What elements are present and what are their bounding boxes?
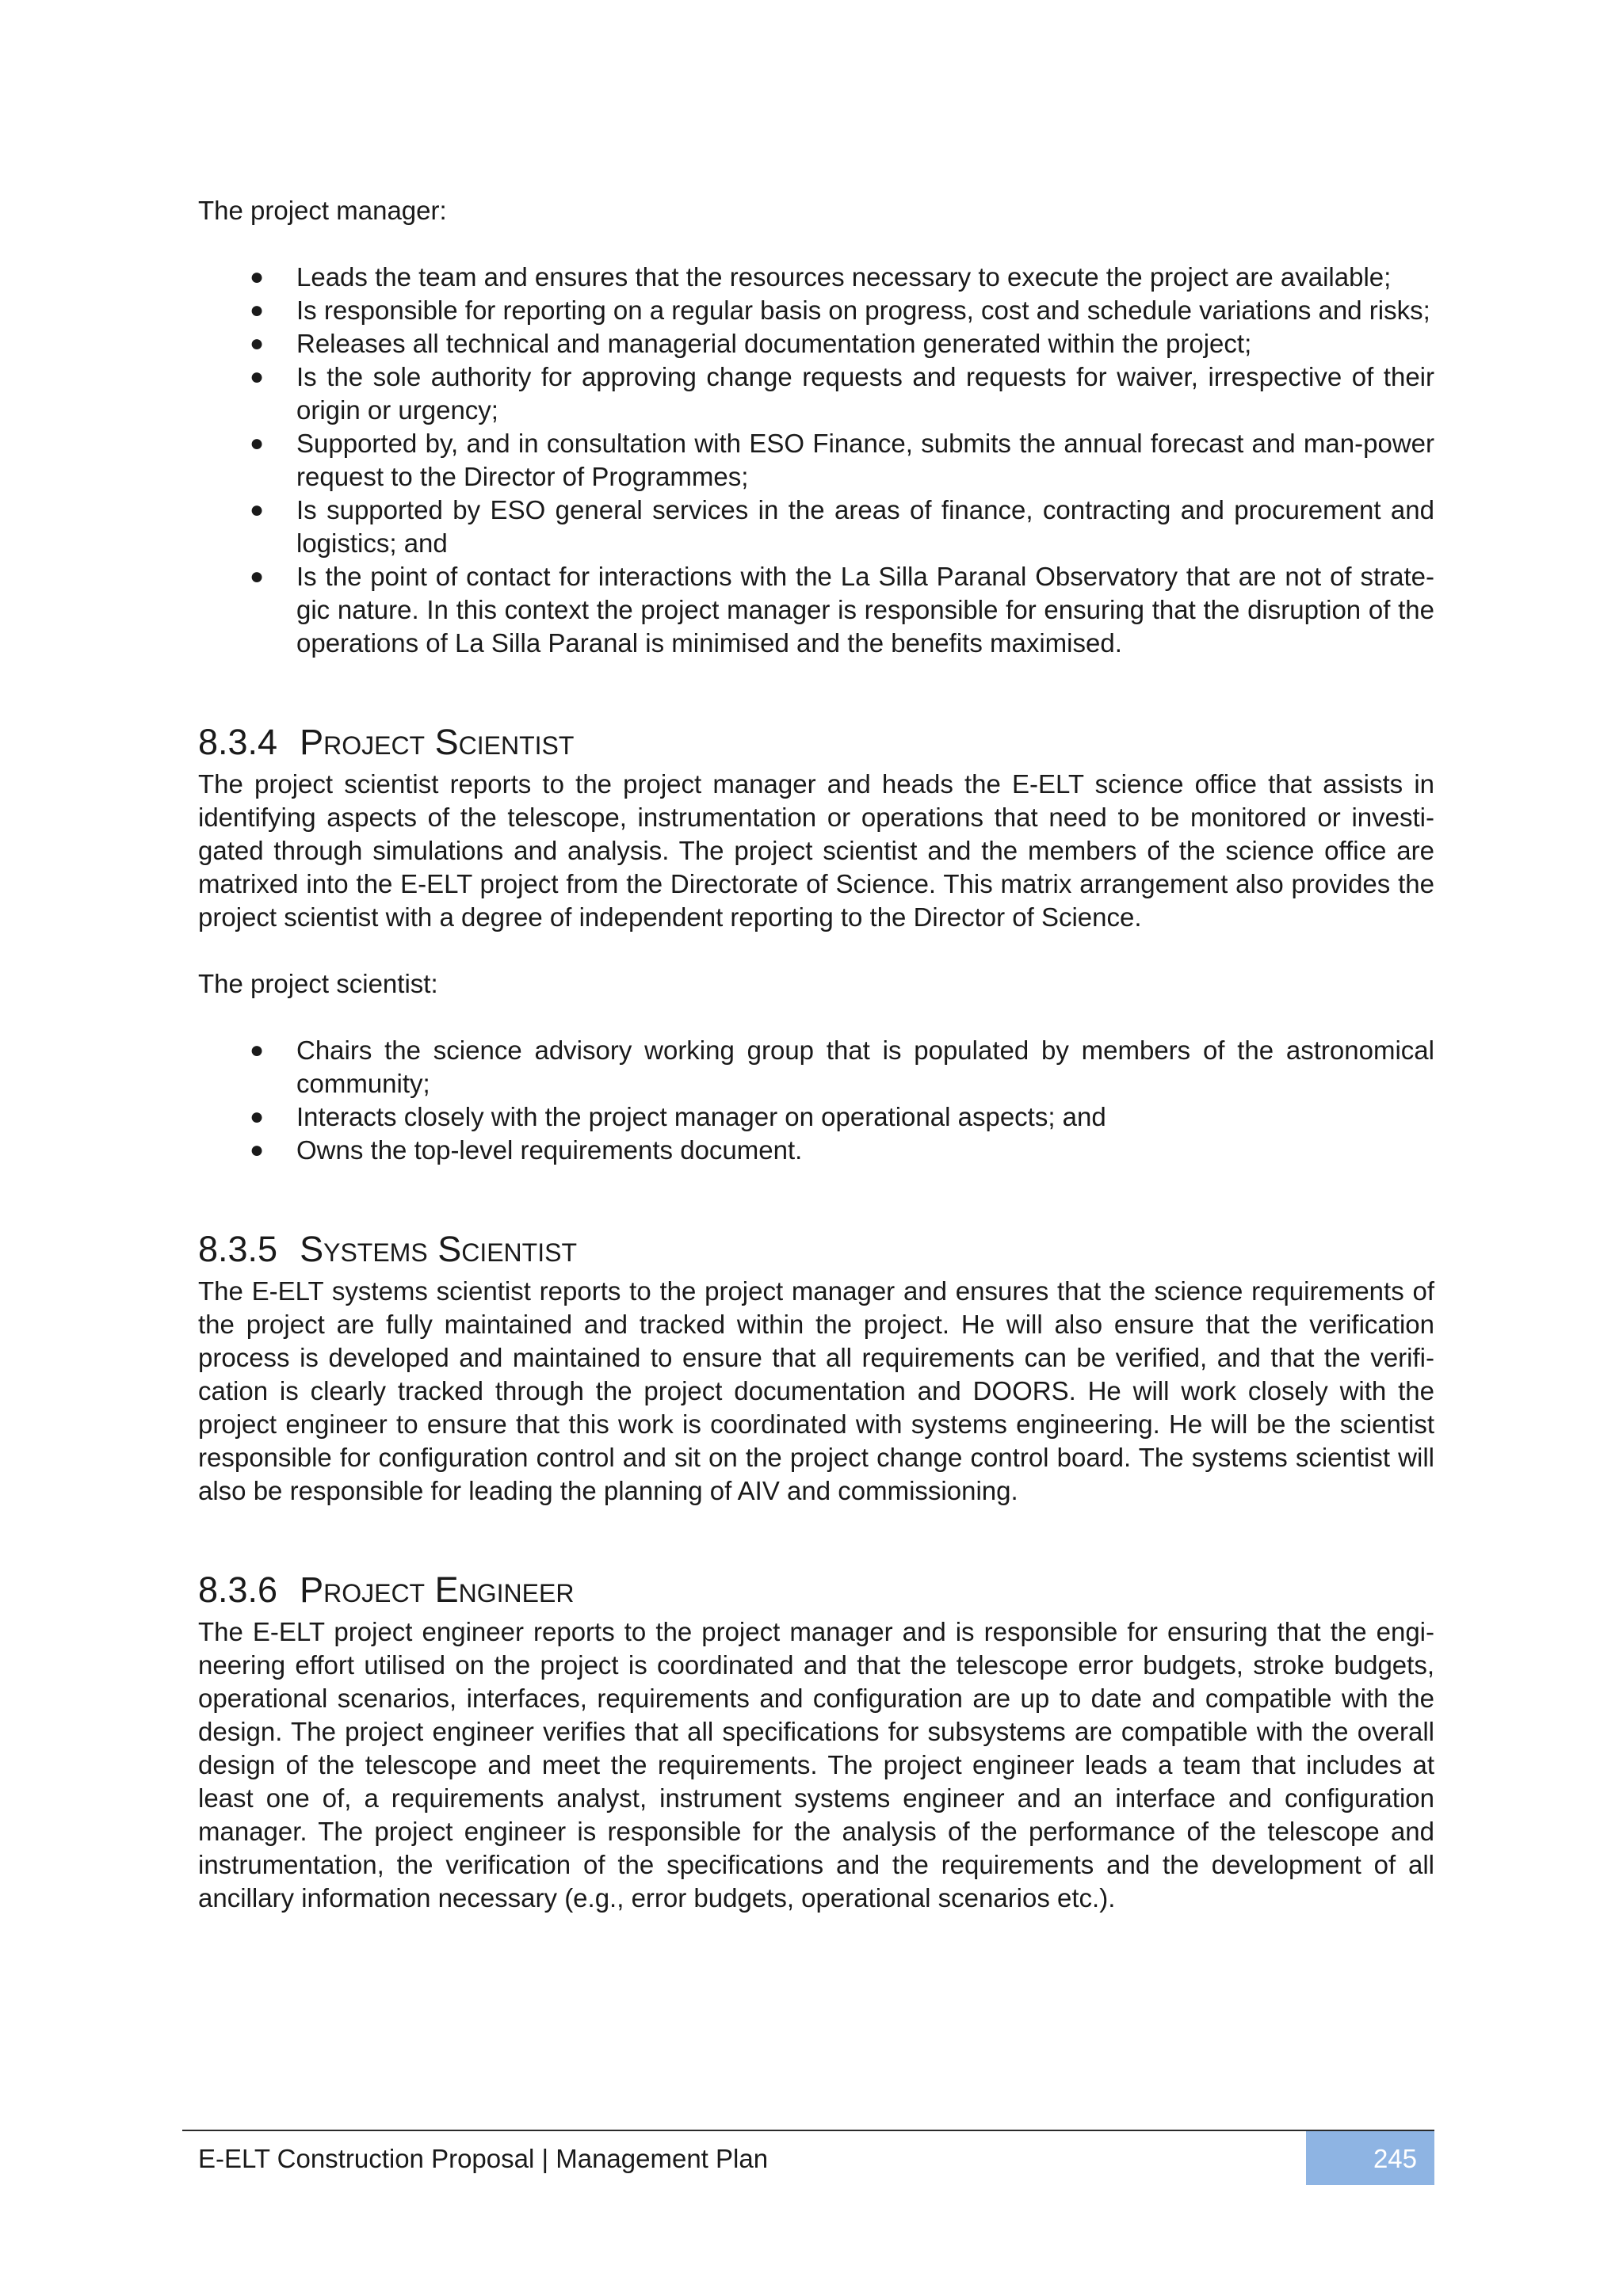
- list-item: ● Is supported by ESO general services in the areas of finance, contracting and procurement and logistics; and: [250, 495, 1434, 558]
- project-scientist-intro: The project scientist:: [198, 969, 438, 998]
- list-item: ● Owns the top-level requirements document.: [198, 1134, 1434, 1167]
- project-scientist-bullet-list: [198, 1034, 1434, 1167]
- pm-intro: The project manager:: [198, 196, 447, 225]
- section-heading-systems-scientist: [198, 1229, 1434, 1270]
- bullet-icon: ●: [250, 1104, 265, 1130]
- list-item: ● Leads the team and ensures that the resources necessary to execute the project are available;: [198, 261, 1434, 294]
- section-title: Project Scientist: [300, 722, 575, 762]
- section-title: Systems Scientist: [300, 1229, 577, 1269]
- bullet-icon: ●: [250, 563, 265, 589]
- bullet-icon: ●: [250, 1037, 265, 1063]
- pm-bullet-list: [198, 261, 1434, 660]
- list-item: ● Is the sole authority for approving change requests and requests for waiver, irrespective of their origin or urgency;: [250, 362, 1434, 425]
- list-item: ● Is the point of contact for interactions with the La Silla Paranal Observatory that are not of strate-gic nature. In this context the project manager is responsible for ensuring that the disruption of the operations of La Silla Paranal is minimised and the benefits maximised.: [250, 562, 1434, 658]
- section-number: 8.3.6: [198, 1569, 278, 1610]
- bullet-icon: ●: [250, 330, 265, 357]
- section-title: Project Engineer: [300, 1569, 575, 1610]
- bullet-icon: ●: [250, 1137, 265, 1163]
- document-page: [198, 194, 1434, 1915]
- bullet-icon: ●: [250, 364, 265, 390]
- section-heading-project-engineer: [198, 1569, 1434, 1611]
- list-item: ● Chairs the science advisory working group that is populated by members of the astronomical community;: [250, 1035, 1434, 1098]
- project-engineer-body: The E-ELT project engineer reports to the project manager and is responsible for ensuring that the engi-neering effort utilised on the project is coordinated and that the telescope error budgets, stroke budgets, operational scenarios, interfaces, requirements and configuration are up to date and compatible with the design. The project engineer verifies that all specifications for subsystems are compatible with the overall design of the telescope and meet the requirements. The project engineer leads a team that includes at least one of, a requirements analyst, instrument systems engineer and an interface and configuration manager. The project engineer is responsible for the analysis of the performance of the telescope and instrumentation, the verification of the specifications and the requirements and the development of all ancillary information necessary (e.g., error budgets, operational scenarios etc.).: [198, 1617, 1434, 1913]
- page-number: 245: [1373, 2144, 1417, 2173]
- page-number-box: [1306, 2131, 1434, 2185]
- list-item: ● Releases all technical and managerial documentation generated within the project;: [198, 327, 1434, 360]
- list-item: ● Is responsible for reporting on a regular basis on progress, cost and schedule variations and risks;: [198, 294, 1434, 327]
- bullet-icon: ●: [250, 264, 265, 290]
- section-number: 8.3.4: [198, 722, 278, 762]
- footer-title: E-ELT Construction Proposal | Management Plan: [198, 2144, 769, 2173]
- systems-scientist-body: The E-ELT systems scientist reports to the project manager and ensures that the science requirements of the project are fully maintained and tracked within the project. He will also ensure that the verification process is developed and maintained to ensure that all requirements can be verified, and that the verifi-cation is clearly tracked through the project documentation and DOORS. He will work closely with the project engineer to ensure that this work is coordinated with systems engineering. He will be the scientist responsible for configuration control and sit on the project change control board. The systems scientist will also be responsible for leading the planning of AIV and commissioning.: [198, 1276, 1434, 1505]
- list-item: ● Supported by, and in consultation with ESO Finance, submits the annual forecast and man-power request to the Director of Programmes;: [250, 429, 1434, 491]
- section-heading-project-scientist: [198, 722, 1434, 763]
- page-footer: [182, 2130, 1434, 2187]
- project-scientist-body: The project scientist reports to the project manager and heads the E-ELT science office that assists in identifying aspects of the telescope, instrumentation or operations that need to be monitored or investi-gated through simulations and analysis. The project scientist and the members of the science office are matrixed into the E-ELT project from the Directorate of Science. This matrix arrangement also provides the project scientist with a degree of independent reporting to the Director of Science.: [198, 769, 1434, 932]
- bullet-icon: ●: [250, 430, 265, 456]
- list-item: ● Interacts closely with the project manager on operational aspects; and: [198, 1100, 1434, 1134]
- bullet-icon: ●: [250, 297, 265, 323]
- section-number: 8.3.5: [198, 1229, 278, 1269]
- bullet-icon: ●: [250, 497, 265, 523]
